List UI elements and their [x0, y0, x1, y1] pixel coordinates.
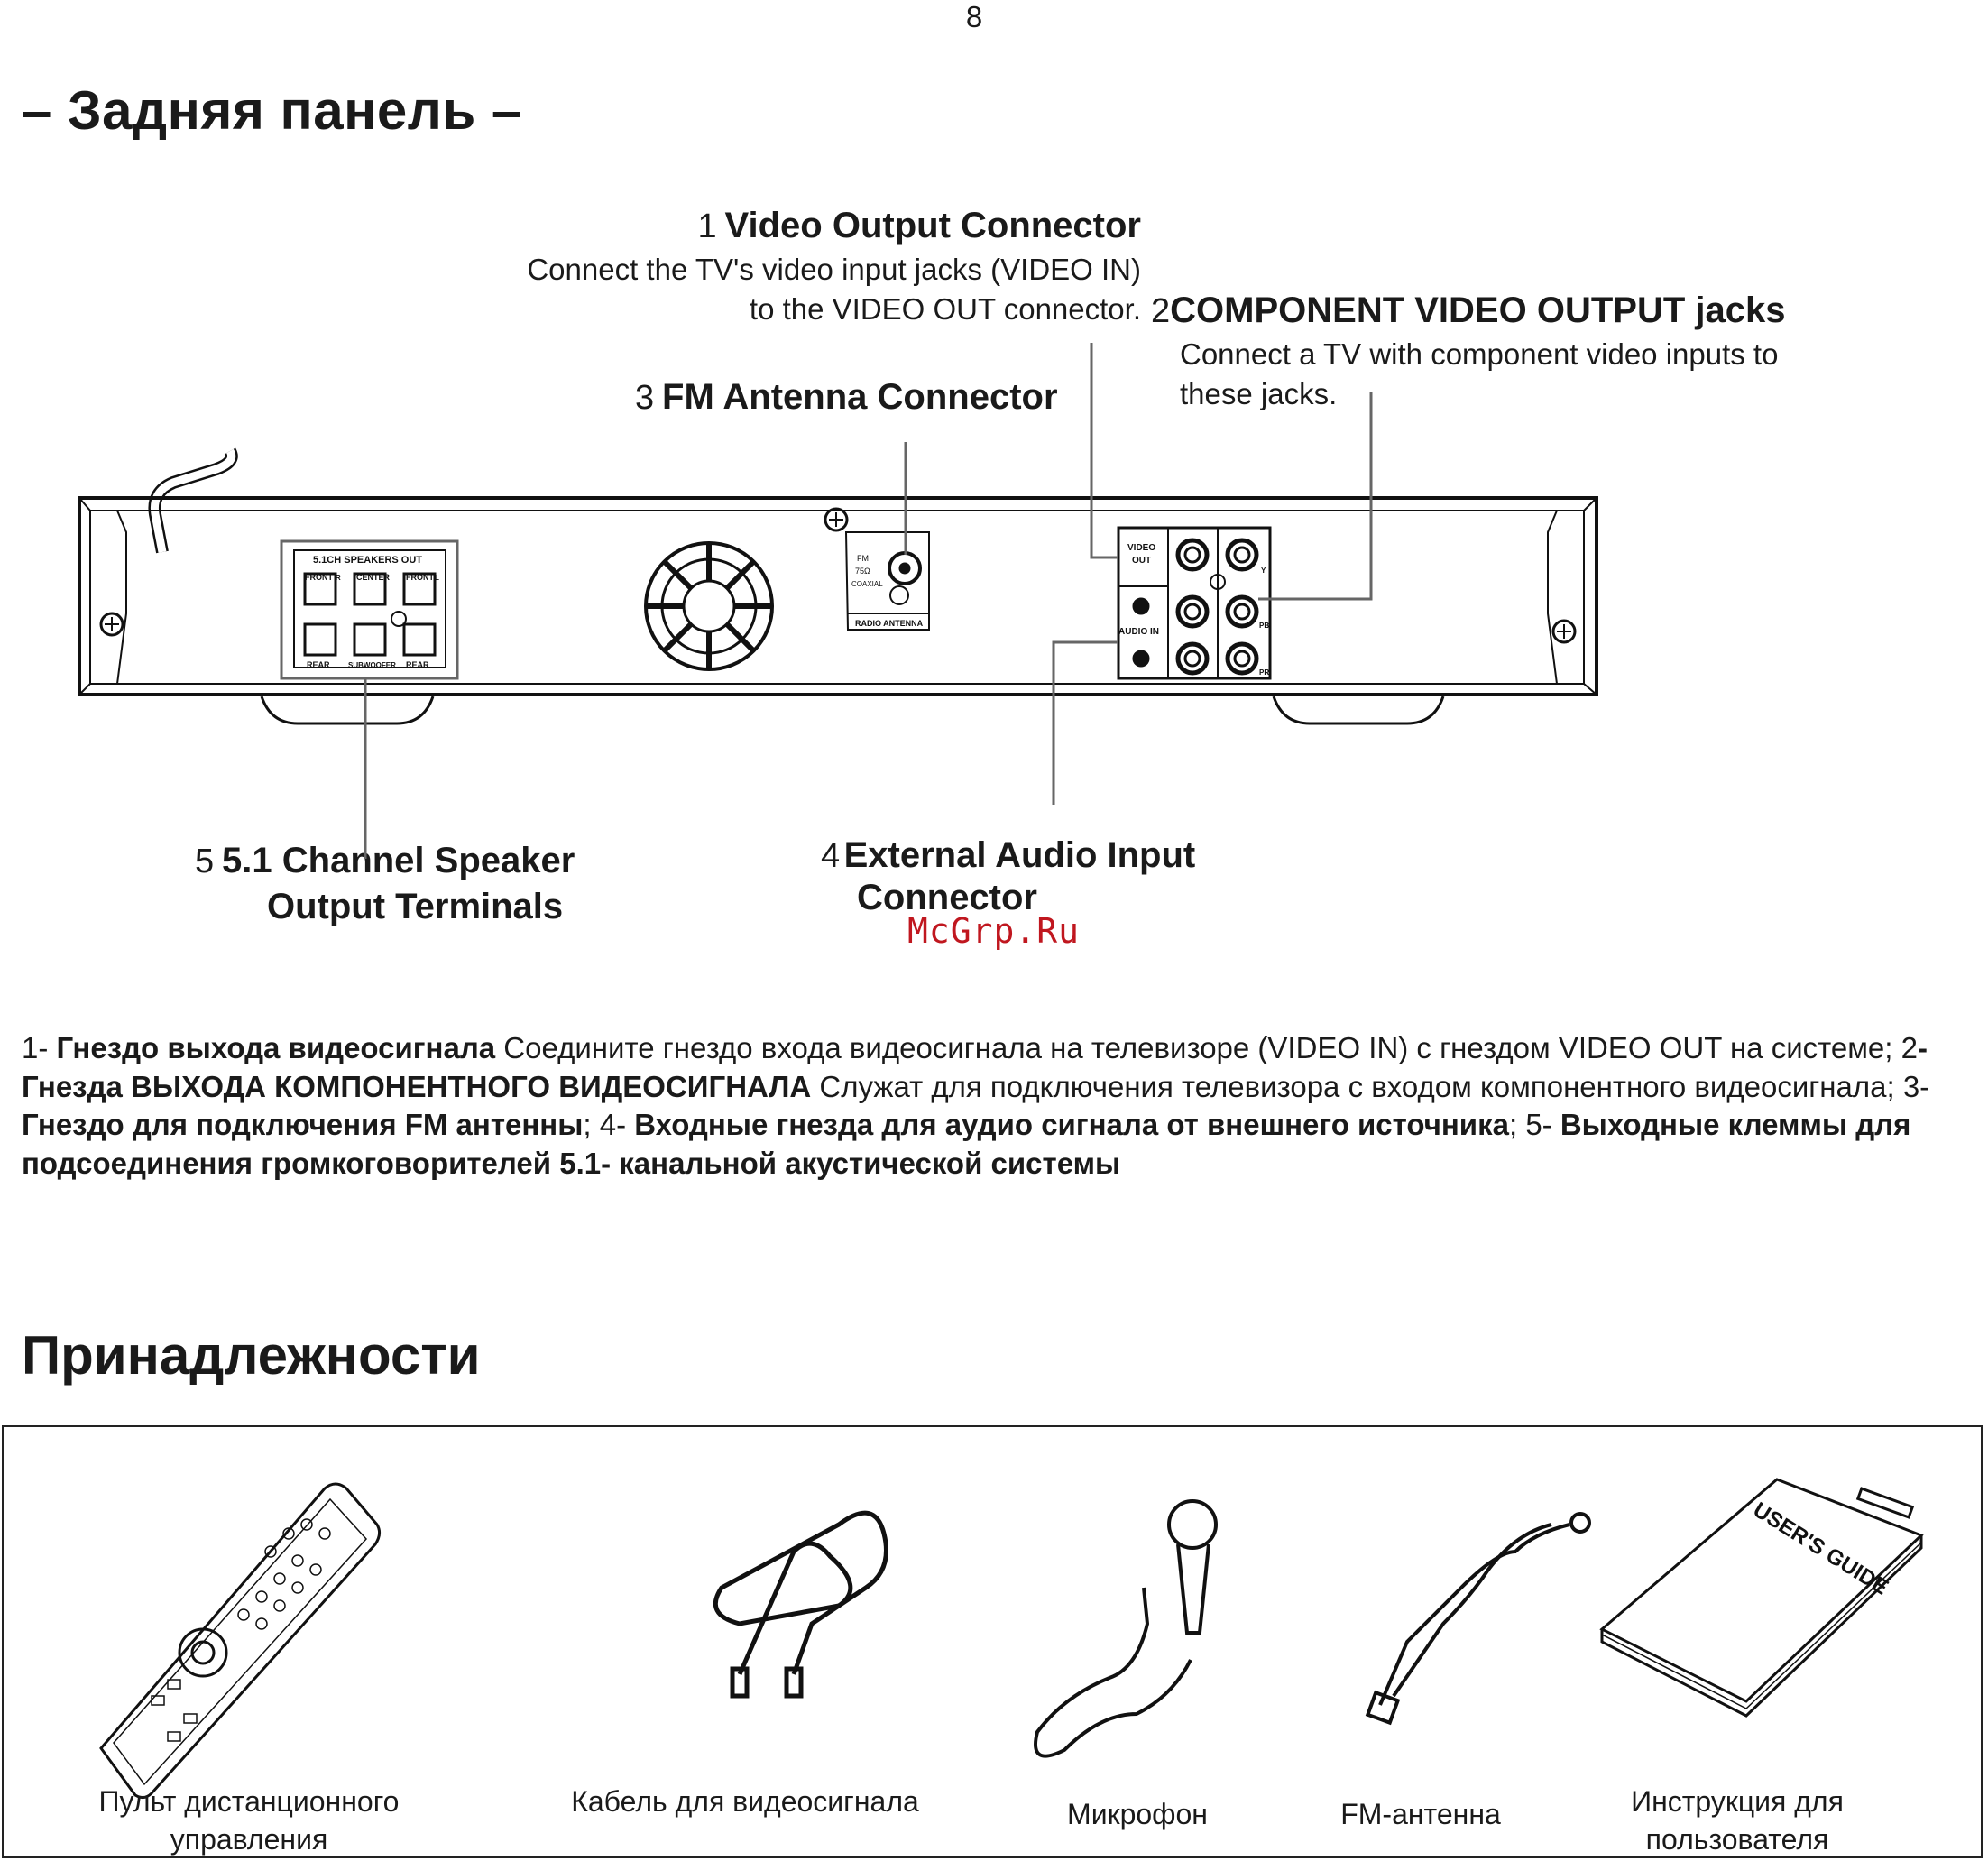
desc-2-title: - Гнезда ВЫХОДА КОМПОНЕНТНОГО ВИДЕОСИГНАЛА [22, 1031, 1928, 1103]
panel-y: Y [1261, 567, 1266, 575]
desc-1-text: Соедините гнездо входа видеосигнала на телевизоре (VIDEO IN) с гнездом VIDEO OUT на системе; [495, 1031, 1901, 1064]
desc-4-title: Входные гнезда для аудио сигнала от внешнего источника [634, 1108, 1509, 1141]
accessory-cable [529, 1783, 962, 1820]
accessory-antenna [1299, 1795, 1542, 1833]
panel-radio-antenna: RADIO ANTENNA [855, 619, 924, 628]
panel-rear-r: REAR [307, 660, 330, 669]
accessory-mic [1025, 1795, 1250, 1833]
panel-l-mark: L [435, 574, 439, 582]
desc-3-title: Гнездо для подключения FM антенны [22, 1108, 584, 1141]
panel-pr: PR [1259, 668, 1270, 677]
callout-text-line: Connect a TV with component video inputs to [1180, 337, 1779, 371]
panel-pb: PB [1259, 622, 1270, 630]
accessory-remote [51, 1783, 447, 1858]
panel-fm: FM [857, 554, 869, 563]
desc-2-num: 2 [1901, 1031, 1918, 1064]
accessory-manual [1584, 1783, 1891, 1858]
accessory-label-line: пользователя [1645, 1823, 1829, 1856]
panel-speakers-title: 5.1CH SPEAKERS OUT [313, 555, 423, 566]
desc-1-num: 1- [22, 1031, 57, 1064]
callout-title-line2: Connector [857, 878, 1037, 917]
accessory-label-line: Микрофон [1067, 1798, 1208, 1830]
section-title: – Задняя панель – [22, 80, 522, 141]
accessory-label-line: Инструкция для [1631, 1785, 1844, 1818]
panel-out: OUT [1132, 556, 1152, 566]
panel-front-r: FRONT [305, 573, 333, 582]
watermark: McGrp.Ru [907, 911, 1081, 951]
callout-title: External Audio Input [843, 835, 1196, 875]
desc-2-text: Служат для подключения телевизора с входом компонентного видеосигнала; [811, 1069, 1903, 1103]
accessory-label-line: Кабель для видеосигнала [571, 1785, 919, 1818]
panel-subwoofer: SUBWOOFER [348, 661, 396, 669]
callout-number: 3 [635, 379, 655, 417]
desc-1-title: Гнездо выхода видеосигнала [56, 1031, 496, 1064]
callout-title-line2: Output Terminals [267, 887, 564, 926]
accessory-label-line: FM-антенна [1340, 1798, 1501, 1830]
panel-coaxial: COAXIAL [851, 580, 883, 588]
accessory-label-line: Пульт дистанционного [98, 1785, 400, 1818]
page-number: 8 [965, 0, 983, 33]
panel-ohm: 75Ω [855, 567, 870, 576]
desc-5-num: 5- [1525, 1108, 1560, 1141]
callout-number: 4 [821, 837, 841, 875]
desc-3-num: 3- [1902, 1069, 1930, 1103]
callout-text-line: Connect the TV's video input jacks (VIDEO IN) [527, 253, 1141, 286]
callout-text-line: these jacks. [1180, 377, 1338, 410]
desc-4-num: 4- [599, 1108, 635, 1141]
panel-front-l: FRONT [406, 573, 434, 582]
description-paragraph [22, 1029, 1961, 1183]
desc-5-title: Выходные клеммы для подсоединения громкоговорителей 5.1- канальной акустической системы [22, 1108, 1911, 1180]
desc-4-text: ; [1508, 1108, 1526, 1141]
accessory-label-line: управления [170, 1823, 328, 1856]
manual-cover-text: USER'S GUIDE [1748, 1497, 1893, 1600]
callout-text-line: to the VIDEO OUT connector. [749, 292, 1141, 326]
panel-audio-in: AUDIO IN [1118, 627, 1159, 637]
panel-rear-l: REAR [406, 660, 429, 669]
callout-number: 1 [697, 207, 717, 245]
accessories-title: Принадлежности [22, 1325, 481, 1386]
desc-3-text: ; [583, 1108, 600, 1141]
callout-title: COMPONENT VIDEO OUTPUT jacks [1170, 290, 1786, 330]
panel-video: VIDEO [1127, 543, 1156, 553]
callout-number: 5 [195, 843, 215, 880]
panel-r-mark: R [336, 574, 341, 582]
callout-number: 2 [1151, 292, 1171, 330]
panel-center: CENTER [356, 573, 391, 582]
callout-title: Video Output Connector [724, 206, 1141, 245]
callout-title: 5.1 Channel Speaker [222, 841, 575, 880]
callout-title: FM Antenna Connector [662, 377, 1058, 417]
